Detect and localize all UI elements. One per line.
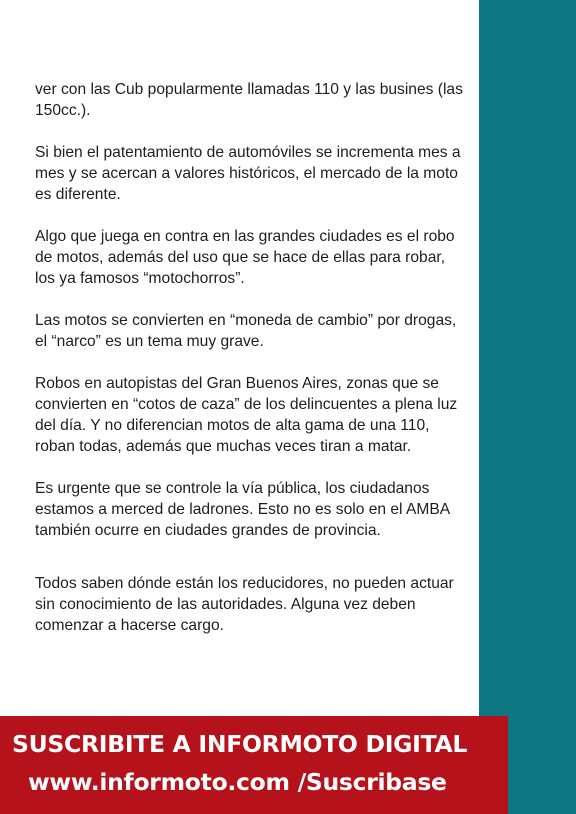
paragraph-2: Si bien el patentamiento de automóviles se incrementa mes a mes y se acercan a valores históricos, el mercado de la moto es diferente. — [35, 144, 461, 203]
paragraph-4: Las motos se convierten en “moneda de cambio” por drogas, el “narco” es un tema muy grave. — [35, 312, 457, 350]
subscribe-banner[interactable] — [0, 716, 508, 814]
paragraph-5: Robos en autopistas del Gran Buenos Aires, zonas que se convierten en “cotos de caza” de los delincuentes a plena luz del día. Y no diferencian motos de alta gama de una 110, roban todas, además que muchas veces tiran a matar. — [35, 375, 458, 455]
side-color-bar — [479, 0, 576, 814]
paragraph-7: Todos saben dónde están los reducidores, no pueden actuar sin conocimiento de las autoridades. Alguna vez deben comenzar a hacerse cargo. — [35, 575, 454, 634]
article-body — [35, 79, 465, 636]
banner-headline: SUSCRIBITE A INFORMOTO DIGITAL — [12, 730, 468, 758]
paragraph-6: Es urgente que se controle la vía pública, los ciudadanos estamos a merced de ladrones. Esto no es solo en el AMBA también ocurre en ciudades grandes de provincia. — [35, 480, 450, 539]
banner-url-link[interactable]: www.informoto.com /Suscribase — [28, 768, 447, 796]
paragraph-1: ver con las Cub popularmente llamadas 110 y las busines (las 150cc.). — [35, 81, 463, 119]
paragraph-3: Algo que juega en contra en las grandes ciudades es el robo de motos, además del uso que se hace de ellas para robar, los ya famosos “motochorros”. — [35, 228, 455, 287]
